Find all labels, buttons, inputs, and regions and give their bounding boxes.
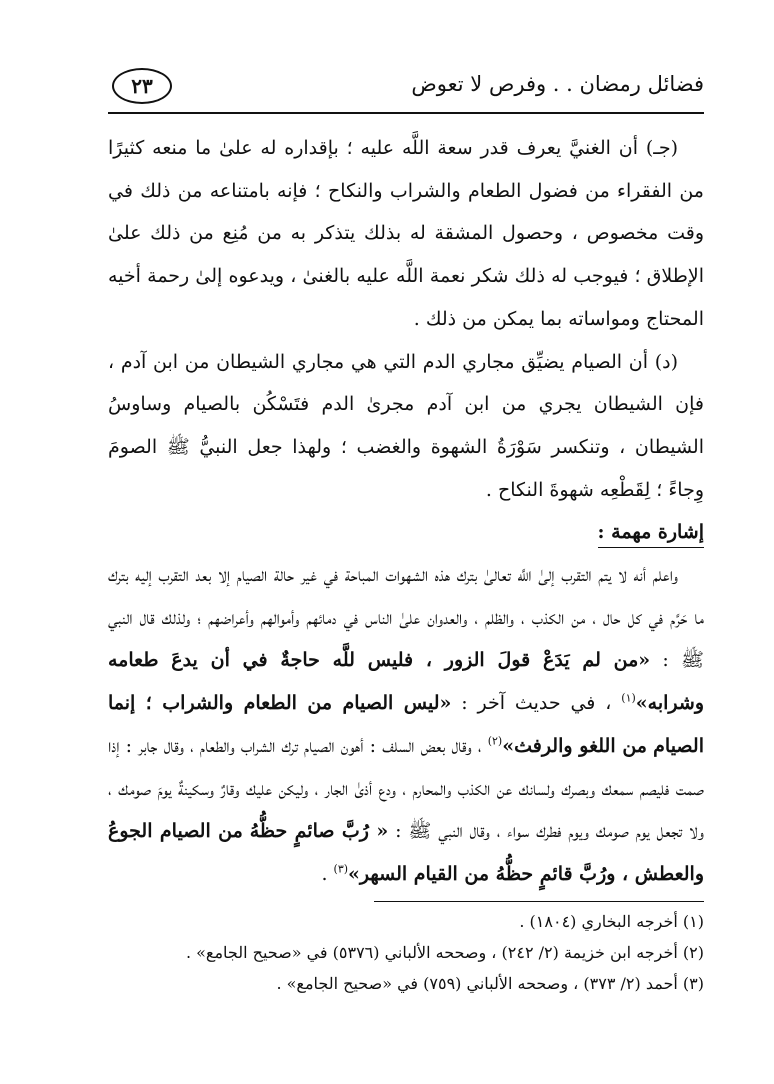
text-line: شهوةَ النكاح . (485, 478, 594, 501)
hadith-quote: « رُبَّ صائمٍ حظُّهُ (249, 820, 389, 843)
text-line: الفقراء من فضول الطعام والشراب والنكاح ؛ فإنه بامتناعه من ذلك في وقت (108, 179, 704, 245)
text-line: ولا تجعل يوم صومك ويوم فطرك سواء ، وقال النبي ﷺ : (388, 820, 705, 843)
hadith-quote: «من لم يَدَعْ قولَ الزور ، فليس للَّه حاجةٌ في أن يدعَ طعامه (108, 649, 651, 672)
hadith-quote: «ليس الصيام من الطعام والشراب ؛ إنما الصيام (108, 692, 704, 757)
text-line: أخيه المحتاج ومواساته بما يمكن من ذلك . (108, 265, 704, 330)
text-line: وتنكسر سَوْرَةُ الشهوة والغضب ؛ ولهذا جعل النبيُّ ﷺ الصومَ وِجاءً ؛ لِقَطْعِه (108, 435, 704, 501)
text-line: واعلم أنه لا يتم التقرب إلىٰ اللَّه تعالىٰ بترك هذه الشهوات المباحة في غير (300, 564, 678, 587)
text-line: ، وقال بعض السلف : أهون الصيام ترك الشراب (240, 734, 482, 757)
running-title: فضائل رمضان . . وفرص لا تعوض (411, 72, 704, 96)
page-number-text: ٢٣ (131, 74, 153, 98)
footnotes (108, 906, 704, 999)
text-line: مخصوص ، وحصول المشقة له بذلك يتذكر به من مُنِع من ذلك علىٰ (108, 222, 659, 245)
footnote-rule (374, 901, 704, 902)
footnote-item: (٢) أخرجه ابن خزيمة (٢/ ٢٤٢) ، وصححه الألباني (٥٣٧٦) في «صحيح الجامع» . (185, 943, 704, 962)
hadith-quote: من اللغو والرفث» (502, 734, 647, 757)
text-line: . (321, 862, 334, 885)
body-text (108, 127, 704, 896)
footnote-ref: (١) (621, 691, 636, 705)
footnote-ref: (٢) (487, 734, 503, 748)
text-line: والمحارم ، ودع أذىٰ الجار ، وليكن عليك وقارٌ وسكينةٌ يومَ صومك ، (108, 777, 452, 800)
paragraph-c (108, 127, 704, 341)
section-heading: إشارة مهمة : (598, 519, 704, 548)
text-line: والطعام ، وقال جابر : إذا صمت فليصم سمعك وبصرك ولسانك عن الكذب (108, 734, 704, 800)
footnote-ref: (٣) (333, 862, 349, 876)
hadith-quote: من الصيام الجوعُ والعطش ، ورُبَّ قائمٍ حظُّهُ من القيام السهر» (108, 820, 704, 885)
header-rule (108, 112, 704, 114)
text-line: (د) أن الصيام يضيِّق مجاري الدم التي هي مجاري الشيطان من ابن آدم ، (108, 350, 678, 373)
text-line: ، في حديث آخر : (451, 692, 612, 715)
page-number (112, 68, 172, 104)
section-heading-row (108, 511, 704, 554)
footnote-item: (٣) أحمد (٢/ ٣٧٣) ، وصححه الألباني (٧٥٩) في «صحيح الجامع» . (276, 974, 704, 993)
paragraph-note (108, 554, 704, 896)
text-line: حالة الصيام إلا بعد التقرب إليه بترك ما حَرَّم في كل حال ، من الكذب ، (108, 564, 705, 629)
paragraph-d (108, 341, 704, 512)
text-line: فإن الشيطان يجري من ابن آدم مجرىٰ الدم فتَسْكُن بالصيام وساوسُ الشيطان ، (108, 393, 704, 458)
text-line: والظلم ، والعدوان علىٰ الناس في دمائهم وأموالهم وأعراضهم ؛ ولذلك قال (139, 606, 515, 629)
text-line: (جـ) أن الغنيَّ يعرف قدر سعة اللَّه عليه ؛ بإقداره له علىٰ ما منعه كثيرًا من (108, 137, 704, 202)
text-line: النبي ﷺ : (108, 606, 704, 672)
footnote-item: (١) أخرجه البخاري (١٨٠٤) . (519, 912, 704, 931)
text-line: الإطلاق ؛ فيوجب له ذلك شكر نعمة اللَّه عليه بالغنىٰ ، ويدعوه إلىٰ رحمة (147, 265, 704, 288)
hadith-quote: وشرابه» (635, 692, 704, 715)
